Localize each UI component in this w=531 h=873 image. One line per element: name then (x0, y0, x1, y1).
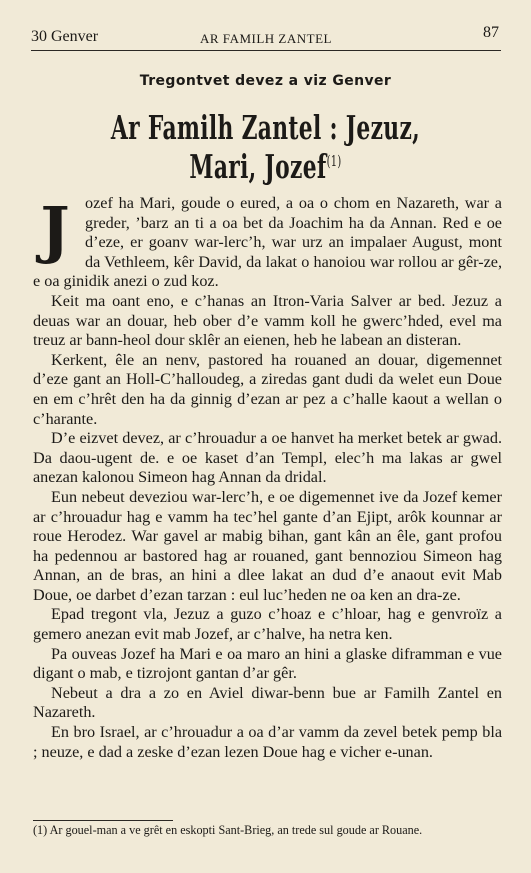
paragraph: Kerkent, êle an nenv, pastored ha rouaned an douar, digemennet d’eze gant an Holl-C’halloudeg, a ziredas gant dudi da welet eun Doue en em c’hrêt den ha da ginnig d’ezan ar pez a c’halle kaout a wellan o c’harante. (33, 350, 502, 428)
page-title (90, 108, 440, 186)
paragraph: Epad tregont vla, Jezuz a guzo c’hoaz e c’hloar, hag e genvroïz a gemero anezan evit mab Jozef, ar c’halve, ha netra ken. (33, 605, 502, 644)
footnote-divider (33, 820, 173, 821)
paragraph: En bro Israel, ar c’hrouadur a oa d’ar vamm da zevel betek pemp bla ; neuze, e dad a zeske d’ezan lezen Doue hag e vicher e-unan. (33, 723, 502, 761)
paragraph: ozef ha Mari, goude o eured, a oa o chom en Nazareth, war a greder, ’barz an ti a oa bet da Joachim ha da Annan. Red e oe d’eze, er goanv war-lerc’h, war urz an impalaer August, mont da Vethleem, kêr David, da lakat o hanoiou war rollou ar gêr-ze, e oa ginidik anezi o zud koz. (33, 194, 502, 291)
running-head (31, 24, 501, 51)
paragraph: Eun nebeut deveziou war-lerc’h, e oe digemennet ive da Jozef kemer ar c’hrouadur hag e vamm ha tec’hel gante d’an Ejipt, arôk kounnar ar roue Herodez. War gavel ar mabig bihan, gant kân an êle, gant profou ha pedennou ar bastored hag ar rouaned, gant bennoziou Simeon hag Annan, an de bras, an hini a dlee lakat an dud d’e anaout evit Mab Doue, oe darbet d’ezan tarzan : eul luc’heden ne oa ken an dra-ze. (33, 487, 502, 604)
running-head-date: 30 Genver (31, 28, 99, 45)
paragraph: Nebeut a dra a zo en Aviel diwar-benn bue ar Familh Zantel en Nazareth. (33, 683, 502, 722)
drop-cap: J (40, 193, 70, 266)
footnote-reference: (1) (326, 152, 342, 170)
title-text: Ar Familh Zantel : Jezuz, Mari, Jozef (110, 108, 421, 186)
body-text (33, 194, 502, 762)
footnote: (1) Ar gouel-man a ve grêt en eskopti Sant-Brieg, an trede sul goude ar Rouane. (33, 823, 423, 837)
paragraph: Pa ouveas Jozef ha Mari e oa maro an hini a glaske diframman e vue digant o mab, e tizrojont gantan d’ar gêr. (33, 644, 502, 683)
page-number: 87 (483, 24, 499, 41)
paragraph: D’e eizvet devez, ar c’hrouadur a oe hanvet ha merket betek ar gwad. Da daou-ugent de. e oe kaset d’an Templ, elec’h ma lakas ar gwel anezan kalonou Simeon hag Annan da dridal. (33, 429, 502, 487)
running-head-title: AR FAMILH ZANTEL (200, 31, 332, 46)
section-subhead: Tregontvet devez a viz Genver (139, 73, 392, 89)
paragraph: Keit ma oant eno, e c’hanas an Itron-Varia Salver ar bed. Jezuz a deuas war an douar, heb ober d’e vamm koll he gwerc’hded, evel ma treuz ar bann-heol dour sklêr an eienen, heb he labean an disteran. (33, 291, 502, 350)
